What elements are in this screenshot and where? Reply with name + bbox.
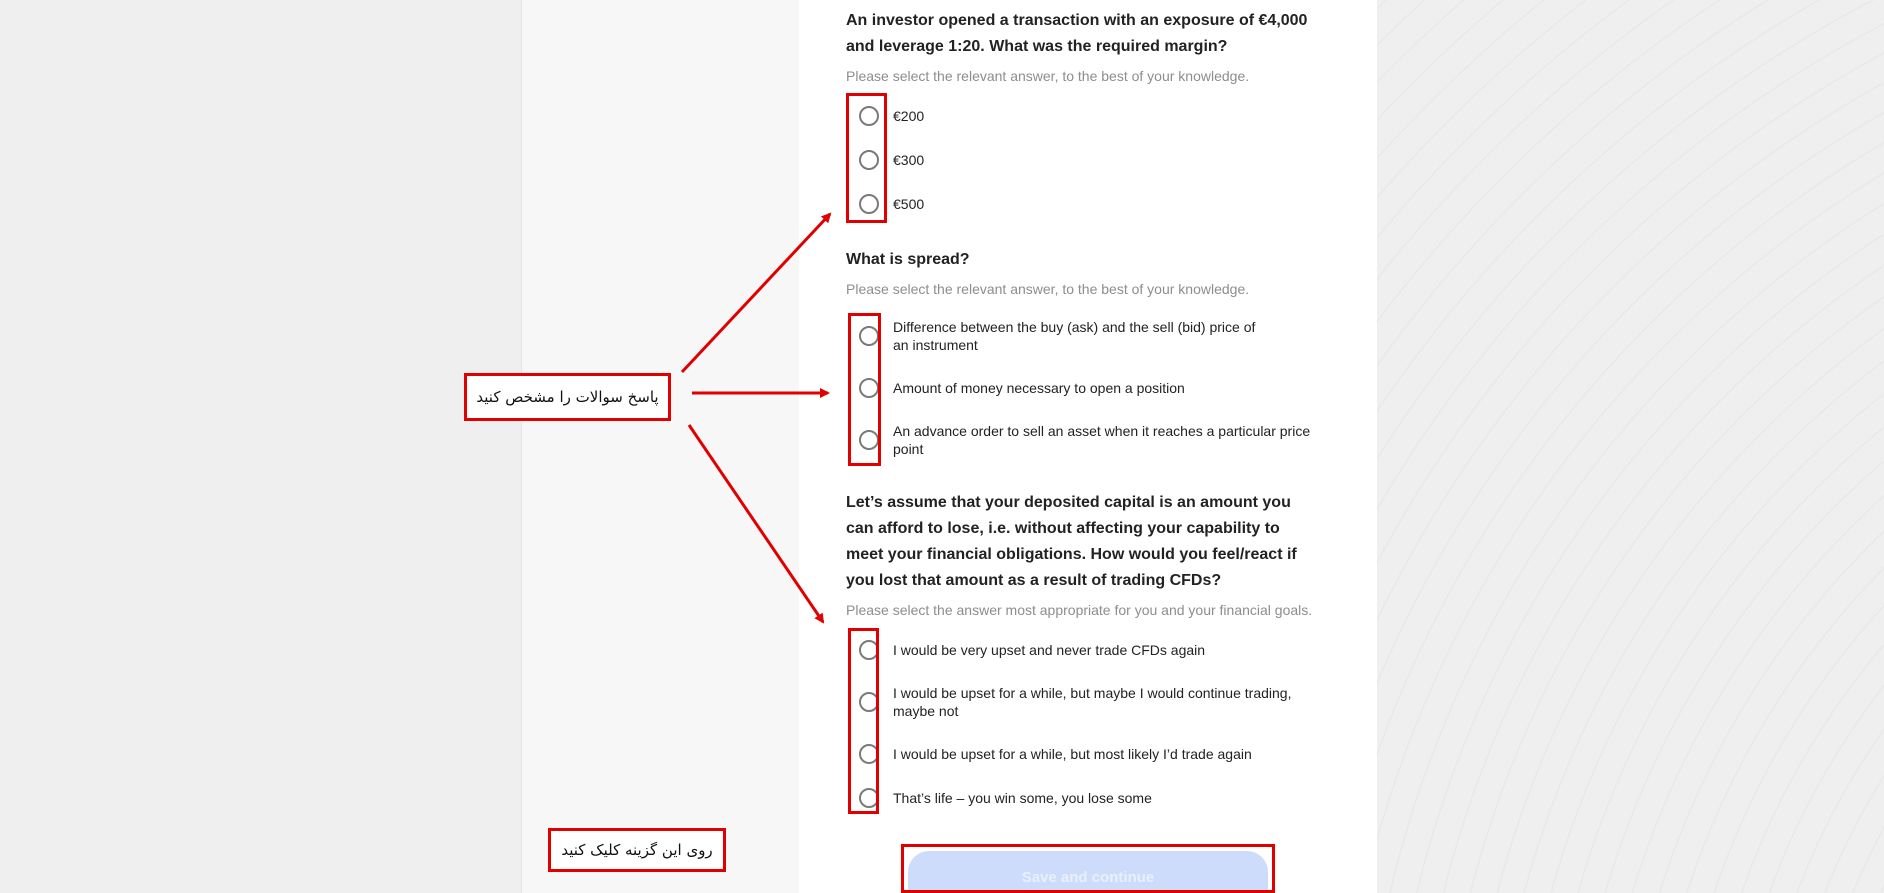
question-2-option-2-label[interactable]: Amount of money necessary to open a position bbox=[893, 380, 1185, 396]
question-2-option-3-label[interactable]: An advance order to sell an asset when it reaches a particular price point bbox=[893, 423, 1311, 457]
question-3-title: Let’s assume that your deposited capital is an amount you can afford to lose, i.e. without affecting your capability to meet your financial obligations. How would you feel/react if you lost that amount as a result of trading CFDs? bbox=[846, 494, 1297, 589]
annotation-answer-questions: پاسخ سوالات را مشخص کنید bbox=[464, 373, 671, 421]
question-1-title: An investor opened a transaction with an exposure of €4,000 and leverage 1:20. What was the required margin? bbox=[846, 12, 1308, 55]
arrow-to-question-3 bbox=[689, 425, 823, 622]
question-3-option-4-label[interactable]: That’s life – you win some, you lose some bbox=[893, 790, 1152, 806]
question-2-title: What is spread? bbox=[846, 251, 970, 268]
question-1-option-1-label[interactable]: €200 bbox=[893, 108, 925, 124]
question-1-option-2-label[interactable]: €300 bbox=[893, 152, 925, 168]
question-2-hint: Please select the relevant answer, to the best of your knowledge. bbox=[846, 281, 1250, 297]
question-3-option-1-label[interactable]: I would be very upset and never trade CFDs again bbox=[893, 642, 1206, 658]
question-2-option-1-label[interactable]: Difference between the buy (ask) and the sell (bid) price of an instrument bbox=[893, 319, 1256, 353]
question-3-option-3-label[interactable]: I would be upset for a while, but most likely I’d trade again bbox=[893, 746, 1252, 762]
question-1-hint: Please select the relevant answer, to the best of your knowledge. bbox=[846, 68, 1250, 84]
save-and-continue-button[interactable]: Save and continue bbox=[908, 851, 1268, 893]
annotation-click-option: روی این گزینه کلیک کنید bbox=[548, 828, 726, 872]
question-3-hint: Please select the answer most appropriate for you and your financial goals. bbox=[846, 602, 1313, 618]
question-3-option-2-label[interactable]: I would be upset for a while, but maybe I would continue trading, maybe not bbox=[893, 685, 1292, 719]
arrow-to-question-1 bbox=[682, 214, 830, 372]
question-1-option-3-label[interactable]: €500 bbox=[893, 196, 925, 212]
